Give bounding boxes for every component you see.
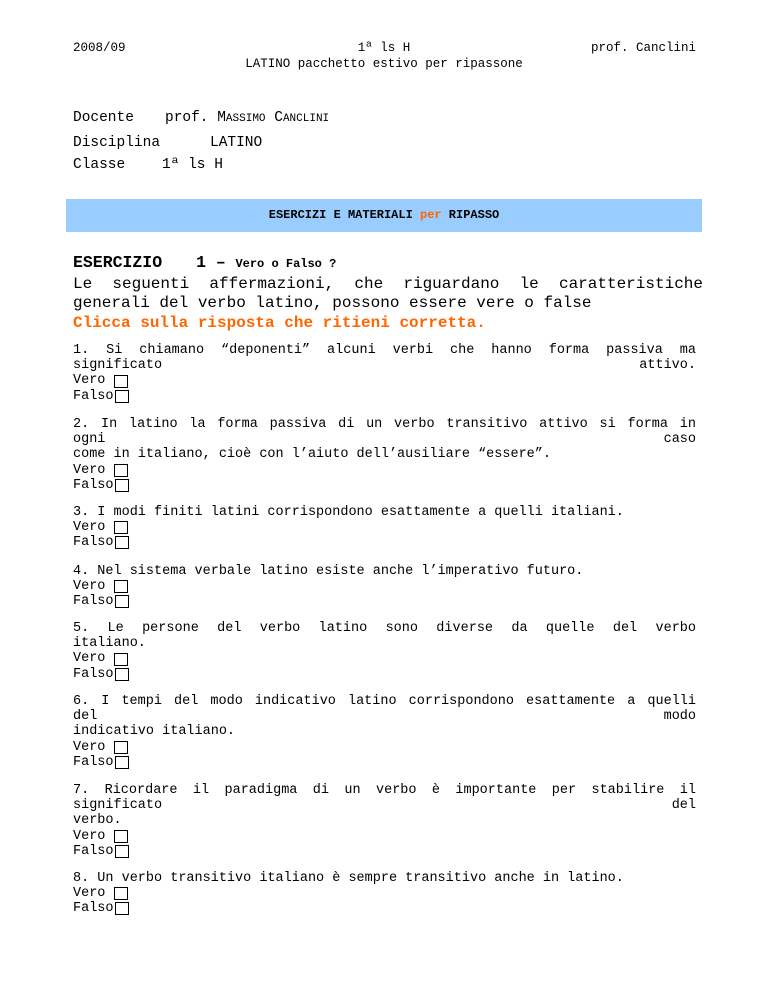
option-label: Falso xyxy=(73,754,114,770)
question-text: 7. Ricordare il paradigma di un verbo è importante per stabilire il xyxy=(73,783,696,798)
option-label: Falso xyxy=(73,901,114,917)
checkbox-vero[interactable] xyxy=(114,653,128,666)
exercise-heading xyxy=(73,253,703,275)
banner-text-2: RIPASSO xyxy=(441,208,500,222)
checkbox-vero[interactable] xyxy=(114,830,128,843)
option-label: Vero xyxy=(73,828,106,844)
question-word: del xyxy=(73,709,98,725)
option-label: Falso xyxy=(73,535,114,551)
question-word: modo xyxy=(663,709,696,725)
disciplina-row xyxy=(73,135,263,151)
question-text: 8. Un verbo transitivo italiano è sempre transitivo anche in latino. xyxy=(73,871,624,886)
checkbox-falso[interactable] xyxy=(115,756,129,769)
question-4 xyxy=(73,564,696,610)
question-5 xyxy=(73,621,696,682)
question-text: 1. Si chiamano “deponenti” alcuni verbi che hanno forma passiva ma xyxy=(73,343,696,358)
checkbox-vero[interactable] xyxy=(114,375,128,388)
question-text-cont: italiano. xyxy=(73,636,146,652)
question-text-cont: come in italiano, cioè con l’aiuto dell’ausiliare “essere”. xyxy=(73,447,551,463)
question-word: significato xyxy=(73,798,163,814)
question-3 xyxy=(73,505,696,551)
question-word: ogni xyxy=(73,432,106,448)
exercise-intro xyxy=(73,253,703,333)
classe-value: 1ª ls H xyxy=(162,157,223,173)
banner-text-1: ESERCIZI E MATERIALI xyxy=(268,208,420,222)
question-word: significato xyxy=(73,358,163,374)
option-falso[interactable] xyxy=(73,755,696,770)
option-vero[interactable] xyxy=(73,886,696,901)
question-1 xyxy=(73,343,696,404)
header-class: 1ª ls H xyxy=(357,41,411,55)
option-falso[interactable] xyxy=(73,478,696,493)
checkbox-vero[interactable] xyxy=(114,521,128,534)
option-falso[interactable] xyxy=(73,594,696,609)
question-word: attivo. xyxy=(639,358,696,374)
banner-accent: per xyxy=(420,208,442,222)
classe-row xyxy=(73,157,223,173)
option-label: Falso xyxy=(73,594,114,610)
question-text: 2. In latino la forma passiva di un verbo transitivo attivo si forma in xyxy=(73,417,696,432)
option-label: Vero xyxy=(73,886,106,902)
question-7 xyxy=(73,783,696,859)
question-text-cont: verbo. xyxy=(73,813,122,829)
question-word: del xyxy=(671,798,696,814)
option-label: Vero xyxy=(73,579,106,595)
question-text: 5. Le persone del verbo latino sono diverse da quelle del verbo xyxy=(73,621,696,636)
question-text-cont xyxy=(73,358,696,373)
docente-label: Docente xyxy=(73,110,134,126)
section-banner xyxy=(66,199,702,232)
option-label: Falso xyxy=(73,477,114,493)
option-label: Vero xyxy=(73,373,106,389)
question-text-cont xyxy=(73,709,696,724)
header-subject: LATINO pacchetto estivo per ripassone xyxy=(245,57,523,71)
checkbox-vero[interactable] xyxy=(114,464,128,477)
checkbox-vero[interactable] xyxy=(114,887,128,900)
checkbox-falso[interactable] xyxy=(115,668,129,681)
option-label: Vero xyxy=(73,462,106,478)
option-falso[interactable] xyxy=(73,901,696,916)
option-vero[interactable] xyxy=(73,740,696,755)
question-text-cont xyxy=(73,432,696,447)
question-text-cont xyxy=(73,798,696,813)
docente-row xyxy=(73,110,330,126)
option-label: Falso xyxy=(73,666,114,682)
classe-label: Classe xyxy=(73,157,126,173)
option-falso[interactable] xyxy=(73,667,696,682)
checkbox-falso[interactable] xyxy=(115,902,129,915)
exercise-word: ESERCIZIO xyxy=(73,253,163,272)
option-falso[interactable] xyxy=(73,535,696,550)
checkbox-falso[interactable] xyxy=(115,845,129,858)
question-2 xyxy=(73,417,696,493)
docente-first-name: ASSIMO xyxy=(225,113,266,125)
docente-value xyxy=(165,110,329,126)
checkbox-falso[interactable] xyxy=(115,536,129,549)
option-label: Vero xyxy=(73,520,106,536)
header-year: 2008/09 xyxy=(73,41,126,55)
option-label: Falso xyxy=(73,388,114,404)
exercise-number: 1 – xyxy=(196,253,226,272)
disciplina-label: Disciplina xyxy=(73,135,161,151)
intro-line-2: generali del verbo latino, possono essere vere o false xyxy=(73,294,592,312)
question-word: caso xyxy=(663,432,696,448)
option-falso[interactable] xyxy=(73,844,696,859)
option-vero[interactable] xyxy=(73,463,696,478)
intro-line-1: Le seguenti affermazioni, che riguardano le caratteristiche xyxy=(73,274,703,293)
question-text-cont: indicativo italiano. xyxy=(73,724,236,740)
option-label: Falso xyxy=(73,843,114,859)
docente-prefix: prof. M xyxy=(165,110,226,126)
question-text: 6. I tempi del modo indicativo latino corrispondono esattamente a quelli xyxy=(73,694,696,709)
docente-last-name: ANCLINI xyxy=(282,113,330,125)
option-vero[interactable] xyxy=(73,829,696,844)
question-6 xyxy=(73,694,696,770)
checkbox-vero[interactable] xyxy=(114,741,128,754)
instruction-text: Clicca sulla risposta che ritieni corretta. xyxy=(73,313,486,332)
question-text: 4. Nel sistema verbale latino esiste anche l’imperativo futuro. xyxy=(73,564,584,579)
option-vero[interactable] xyxy=(73,373,696,388)
checkbox-falso[interactable] xyxy=(115,479,129,492)
checkbox-vero[interactable] xyxy=(114,580,128,593)
option-vero[interactable] xyxy=(73,579,696,594)
question-8 xyxy=(73,871,696,917)
option-label: Vero xyxy=(73,739,106,755)
question-text: 3. I modi finiti latini corrispondono esattamente a quelli italiani. xyxy=(73,505,624,520)
exercise-subtitle: Vero o Falso ? xyxy=(235,257,337,271)
option-vero[interactable] xyxy=(73,651,696,666)
option-falso[interactable] xyxy=(73,389,696,404)
checkbox-falso[interactable] xyxy=(115,390,129,403)
header-author: prof. Canclini xyxy=(590,41,696,55)
docente-mid: C xyxy=(265,110,283,126)
option-vero[interactable] xyxy=(73,520,696,535)
disciplina-value: LATINO xyxy=(210,135,263,151)
option-label: Vero xyxy=(73,651,106,667)
checkbox-falso[interactable] xyxy=(115,595,129,608)
